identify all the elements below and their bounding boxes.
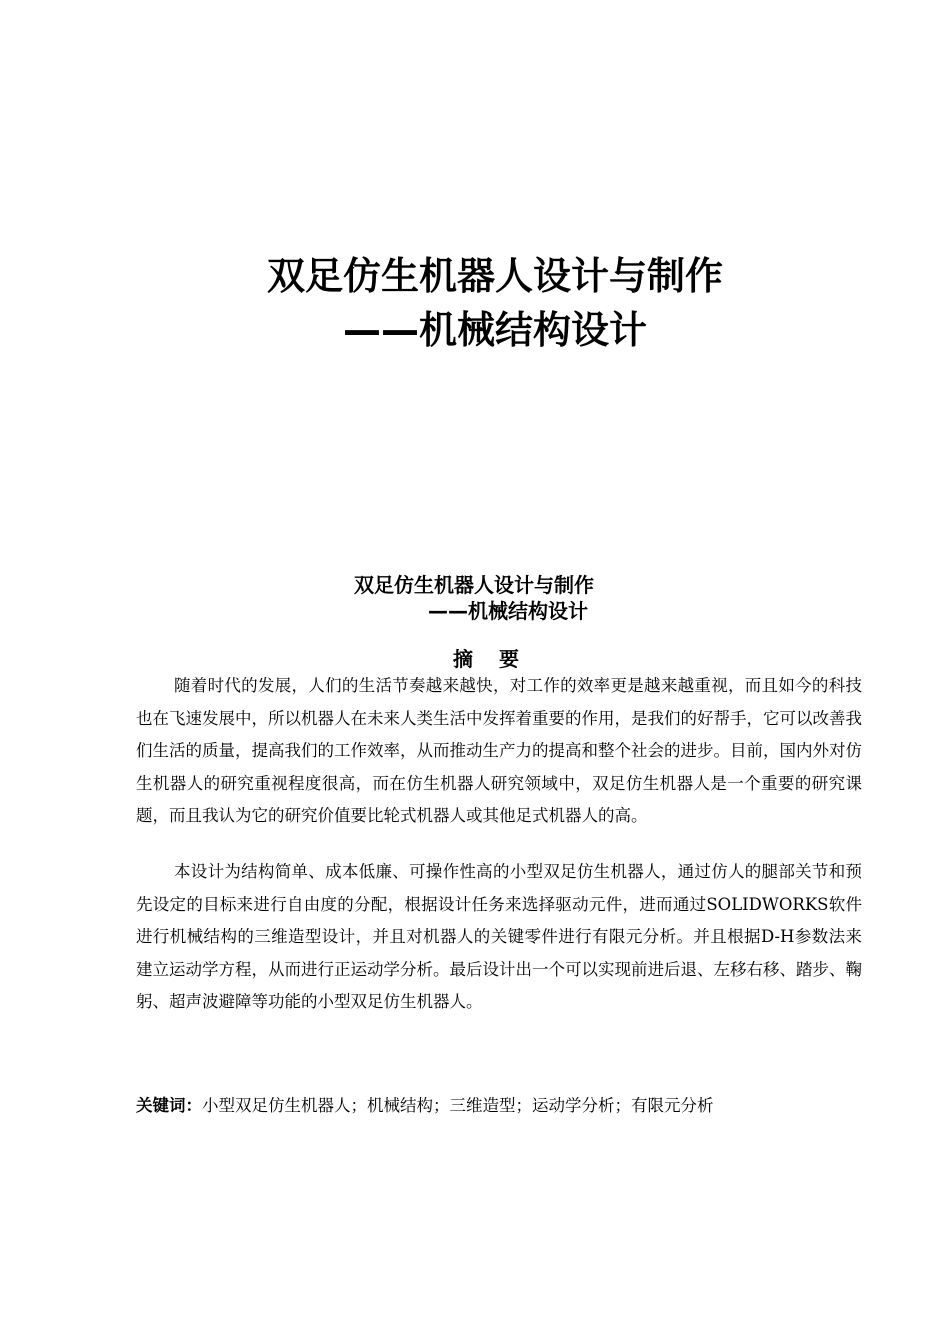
abstract-title-line1: 双足仿生机器人设计与制作 bbox=[354, 573, 594, 597]
abstract-paragraph-2: 本设计为结构简单、成本低廉、可操作性高的小型双足仿生机器人，通过仿人的腿部关节和预先设定的目标来进行自由度的分配，根据设计任务来选择驱动元件，进而通过SOLIDWORKS软件进行机械结构的三维造型设计，并且对机器人的关键零件进行有限元分析。并且根据D-H参数法来建立运动学方程，从而进行正运动学分析。最后设计出一个可以实现前进后退、左移右移、踏步、鞠躬、超声波避障等功能的小型双足仿生机器人。 bbox=[136, 862, 862, 1011]
keywords-label: 关键词： bbox=[136, 1096, 202, 1115]
abstract-title-line2: ——机械结构设计 bbox=[428, 599, 588, 623]
keywords-text: 小型双足仿生机器人；机械结构；三维造型；运动学分析；有限元分析 bbox=[202, 1096, 714, 1115]
abstract-paragraph-1: 随着时代的发展，人们的生活节奏越来越快，对工作的效率更是越来越重视，而且如今的科技也在飞速发展中，所以机器人在未来人类生活中发挥着重要的作用，是我们的好帮手，它可以改善我们生活的质量，提高我们的工作效率，从而推动生产力的提高和整个社会的进步。目前，国内外对仿生机器人的研究重视程度很高，而在仿生机器人研究领域中，双足仿生机器人是一个重要的研究课题，而且我认为它的研究价值要比轮式机器人或其他足式机器人的高。 bbox=[136, 676, 862, 825]
cover-title-line2: ——机械结构设计 bbox=[342, 308, 647, 352]
cover-title-line1: 双足仿生机器人设计与制作 bbox=[266, 254, 723, 298]
abstract-heading: 摘要 bbox=[453, 647, 545, 671]
keywords-row bbox=[136, 1094, 714, 1118]
